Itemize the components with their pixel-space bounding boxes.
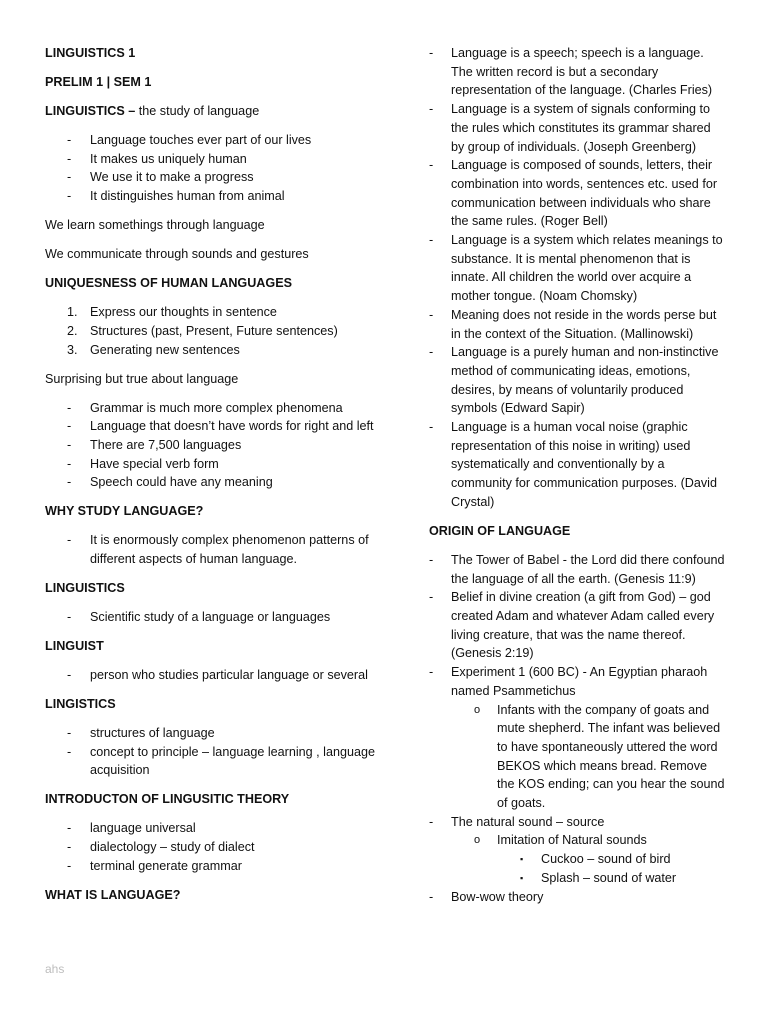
list-why-study [45,531,375,568]
list-item: - Speech could have any meaning [67,475,273,490]
list-lingistics [45,724,375,780]
list-item: - dialectology – study of dialect [67,840,255,855]
list-item: - Bow-wow theory [429,889,544,904]
definition-linguistics [45,102,375,121]
list-origin [429,551,725,906]
list-item: - Language is a purely human and non-instinctive method of communicating ideas, emotions, desires, by means of voluntarily produced symbols (Edward Sapir) [429,345,719,416]
list-item: o Imitation of Natural sounds [474,833,647,848]
heading-intro-theory: INTRODUCTON OF LINGUSITIC THEORY [45,792,290,807]
heading-linguistics: LINGUISTICS [45,581,125,596]
list-item: - Language is a speech; speech is a language. The written record is but a secondary representation of the language. (Charles Fries) [429,46,713,98]
list-item: - person who studies particular language or several [67,668,368,683]
list-item: 3. Generating new sentences [67,342,240,357]
list-intro-theory [45,819,375,875]
list-language-definitions [429,44,725,512]
list-item: - Experiment 1 (600 BC) - An Egyptian pharaoh named Psammetichus [429,665,708,698]
list-item: - It makes us uniquely human [67,151,247,166]
list-item: ▪ Splash – sound of water [520,870,677,885]
list-item: - It distinguishes human from animal [67,189,285,204]
list-item: - Have special verb form [67,456,219,471]
list-item: - structures of language [67,726,215,741]
list-item: - The natural sound – source [429,814,605,829]
definition-term: LINGUISTICS – [45,104,136,118]
doc-subtitle: PRELIM 1 | SEM 1 [45,75,152,89]
list-item: ▪ Cuckoo – sound of bird [520,852,671,867]
heading-uniqueness: UNIQUESNESS OF HUMAN LANGUAGES [45,276,292,291]
doc-title: LINGUISTICS 1 [45,46,136,60]
definition-text: the study of language [135,104,260,118]
list-item: - concept to principle – language learning , language acquisition [67,744,375,778]
list-item: - Scientific study of a language or languages [67,610,331,625]
paragraph: We learn somethings through language [45,218,265,233]
list-item: - Belief in divine creation (a gift from God) – god created Adam and whatever Adam called every living creature, that was the name thereof. (Genesis 2:19) [429,590,715,661]
list-item: - It is enormously complex phenomenon patterns of different aspects of human language. [67,533,369,567]
list-item: - language universal [67,821,196,836]
list-item: 2. Structures (past, Present, Future sentences) [67,323,338,338]
list-item: - There are 7,500 languages [67,437,242,452]
list-item: 1. Express our thoughts in sentence [67,305,277,320]
heading-lingistics: LINGISTICS [45,697,116,712]
list-item: - We use it to make a progress [67,170,254,185]
list-item: - The Tower of Babel - the Lord did there confound the language of all the earth. (Genesis 11:9) [429,552,725,586]
list-item: - Grammar is much more complex phenomena [67,400,343,415]
paragraph: We communicate through sounds and gestures [45,247,309,262]
paragraph: Surprising but true about language [45,371,239,386]
list-item: - Language touches ever part of our lives [67,133,312,147]
list-linguist [45,666,375,685]
right-column [429,44,725,917]
list-item: - Language is a human vocal noise (graphic representation of this noise in writing) used systematically and conventionally by a community for communication purposes. (David Crystal) [429,420,717,509]
list-item: - terminal generate grammar [67,858,242,873]
heading-why-study: WHY STUDY LANGUAGE? [45,504,204,519]
left-column [45,44,375,915]
heading-origin: ORIGIN OF LANGUAGE [429,523,571,538]
heading-what-is-language: WHAT IS LANGUAGE? [45,887,181,902]
list-item: o Infants with the company of goats and mute shepherd. The infant was believed to have spontaneously uttered the word BEKOS which means bread. Remove the KOS ending; can you hear the sound of goats. [474,702,725,811]
list-item: - Language is a system of signals conforming to the rules which constitutes its grammar shared by group of individuals. (Joseph Greenberg) [429,102,711,154]
list-language-facts [45,131,375,206]
list-item: - Language is composed of sounds, letters, their combination into words, sentences etc. used for communication between individuals who share the same rules. (Roger Bell) [429,158,718,229]
list-uniqueness [45,303,375,359]
list-item: - Language is a system which relates meanings to substance. It is mental phenomenon that is innate. All children the world over acquire a mother tongue. (Noam Chomsky) [429,233,723,304]
list-surprising [45,399,375,493]
list-item: - Language that doesn’t have words for right and left [67,419,374,434]
footer-initials: ahs [45,962,65,976]
heading-linguist: LINGUIST [45,639,104,654]
list-item: - Meaning does not reside in the words perse but in the context of the Situation. (Mallinowski) [429,307,717,341]
list-linguistics [45,608,375,627]
